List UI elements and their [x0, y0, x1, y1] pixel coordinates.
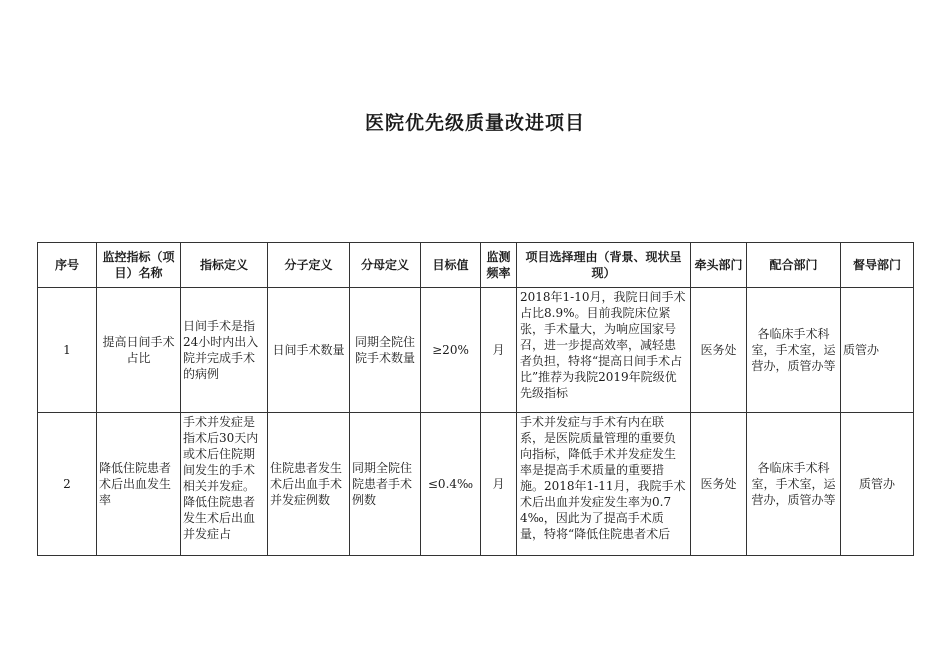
cell-frequency: 月 [481, 413, 517, 556]
cell-definition: 日间手术是指24小时内出入院并完成手术的病例 [181, 288, 268, 413]
cell-name: 提高日间手术占比 [97, 288, 181, 413]
header-denominator: 分母定义 [350, 243, 421, 288]
header-indicator-name: 监控指标（项目）名称 [97, 243, 181, 288]
document-title: 医院优先级质量改进项目 [364, 112, 585, 134]
cell-reason: 2018年1-10月，我院日间手术占比8.9%。目前我院床位紧张，手术量大，为响应国家号召，进一步提高效率，减轻患者负担，特将“提高日间手术占比”推荐为我院2019年院级优先级指标 [517, 288, 691, 413]
cell-no: 2 [38, 413, 97, 556]
header-coop-dept: 配合部门 [747, 243, 841, 288]
cell-target: ≤0.4‰ [421, 413, 481, 556]
header-no: 序号 [38, 243, 97, 288]
header-reason: 项目选择理由（背景、现状呈现） [517, 243, 691, 288]
cell-target: ≥20% [421, 288, 481, 413]
quality-project-table [37, 242, 914, 556]
cell-reason-wrap [517, 413, 691, 556]
cell-lead-dept: 医务处 [691, 413, 747, 556]
table-row [38, 413, 914, 556]
cell-coop-dept: 各临床手术科室，手术室，运营办，质管办等 [747, 413, 841, 556]
header-numerator: 分子定义 [268, 243, 350, 288]
cell-lead-dept: 医务处 [691, 288, 747, 413]
cell-supervisor-dept: 质管办 [841, 413, 914, 556]
cell-definition-wrap [181, 413, 268, 556]
cell-no: 1 [38, 288, 97, 413]
cell-denominator: 同期全院住院患者手术例数 [350, 413, 421, 556]
cell-numerator: 住院患者发生术后出血手术并发症例数 [268, 413, 350, 556]
cell-reason: 手术并发症与手术有内在联系，是医院质量管理的重要负向指标，降低手术并发症发生率是提高手术质量的重要措施。2018年1-11月，我院手术术后出血并发症发生率为0.74‰，因此为了提高手术质量，特将“降低住院患者术后 [520, 415, 686, 541]
cell-denominator: 同期全院住院手术数量 [350, 288, 421, 413]
cell-supervisor-dept: 质管办 [841, 288, 914, 413]
header-target: 目标值 [421, 243, 481, 288]
table-header-row [38, 243, 914, 288]
cell-frequency: 月 [481, 288, 517, 413]
cell-numerator: 日间手术数量 [268, 288, 350, 413]
cell-name: 降低住院患者术后出血发生率 [97, 413, 181, 556]
cell-definition: 手术并发症是指术后30天内或术后住院期间发生的手术相关并发症。降低住院患者发生术后出血并发症占 [183, 415, 259, 541]
header-definition: 指标定义 [181, 243, 268, 288]
cell-coop-dept: 各临床手术科室，手术室，运营办，质管办等 [747, 288, 841, 413]
header-lead-dept: 牵头部门 [691, 243, 747, 288]
header-frequency: 监测频率 [481, 243, 517, 288]
header-supervisor-dept: 督导部门 [841, 243, 914, 288]
table-row [38, 288, 914, 413]
